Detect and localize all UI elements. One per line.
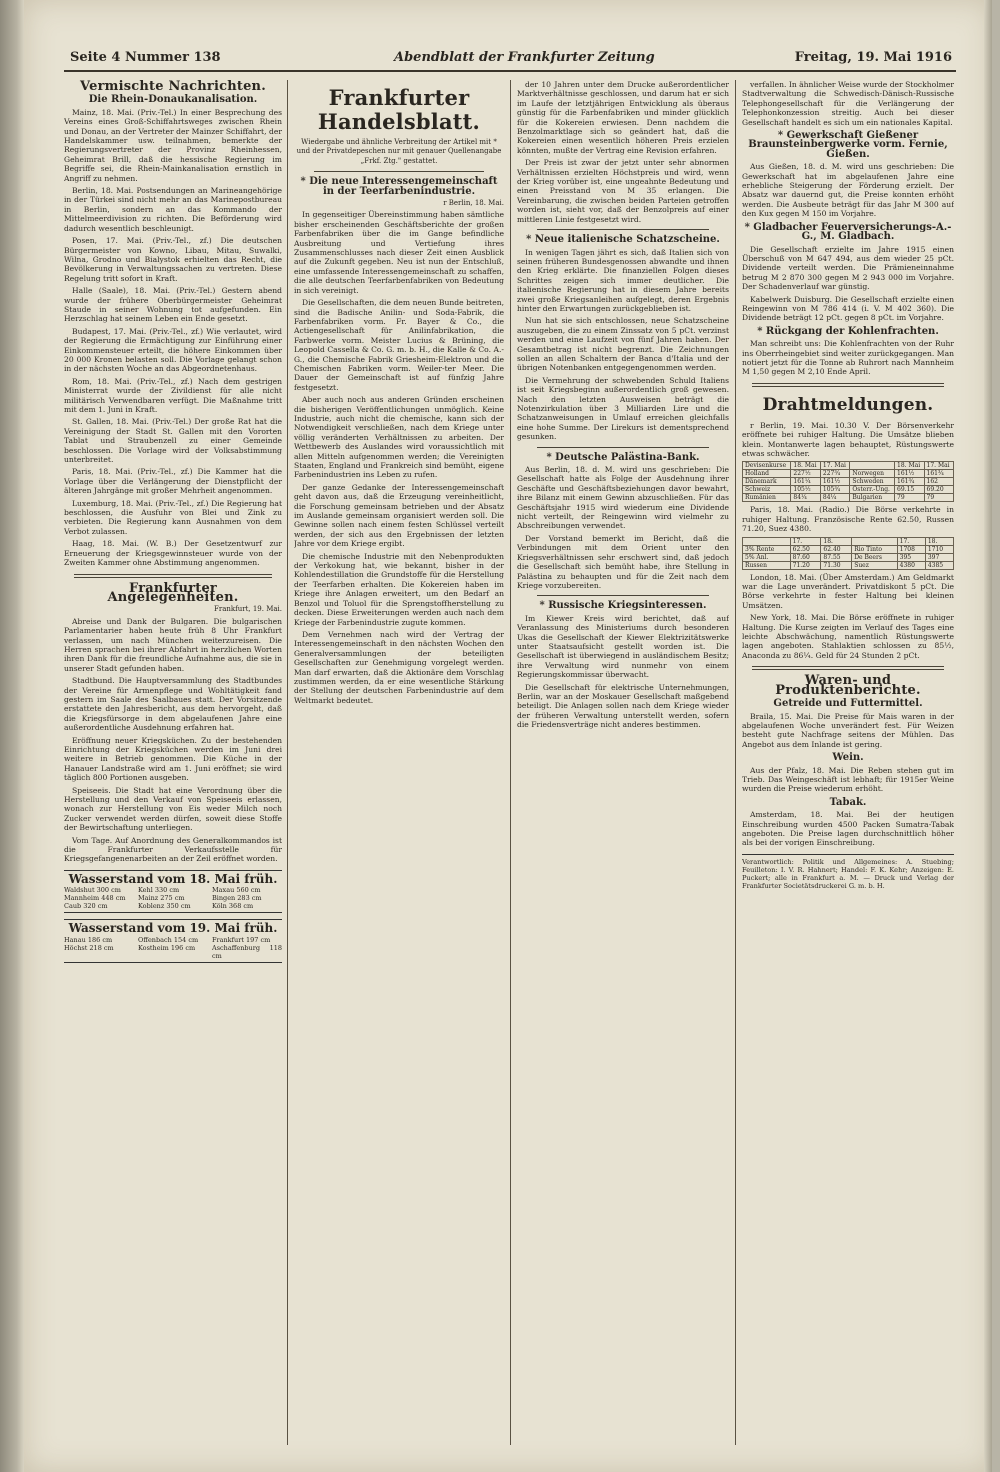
table-cell: 227½ [791,470,820,478]
article-heading: Getreide und Futtermittel. [773,698,923,710]
table-cell: 395 [897,553,925,561]
water-level-item: Offenbach 154 cm [138,935,199,944]
table-cell: 71.30 [821,561,852,569]
page-number: Seite 4 Nummer 138 [70,50,221,65]
table-cell: Dänemark [743,478,791,486]
table-row [743,545,954,553]
column-3 [517,80,729,1450]
paragraph: Speiseeis. Die Stadt hat eine Verordnung über die Herstellung und den Verkauf von Speiseeis erlassen, wonach zur Herstellung von Eis weder Milch noch Zucker verwendet werden dürfen, soweit diese Stoffe der Bewirtschaftung unterliegen. [64,785,282,833]
table-row [743,486,954,494]
water-level-item: Kehl 330 cm [138,886,180,895]
column-rule [510,80,511,1445]
table-cell: 17. Mai [924,462,954,470]
table-row [743,470,954,478]
paragraph: Vom Tage. Auf Anordnung des Generalkommandos ist die Frankfurter Verkaufsstelle für Kriegsgefangenenarbeiten an der Zeil eröffnet worden. [64,835,282,864]
water-level-title: Wasserstand vom 18. Mai früh. [68,871,278,886]
exchange-rate-table [742,461,954,502]
divider [537,229,709,230]
water-level-item: Mannheim 448 cm [64,894,126,903]
water-level-item: Mainz 275 cm [138,894,185,903]
paragraph: Aber auch noch aus anderen Gründen erscheinen die bisherigen Veröffentlichungen unmöglich. Keine Industrie, auch nicht die chemische, kann sich der Notwendigkeit verschließen, nach dem Kriege unter völlig veränderten Verhältnissen zu arbeiten. Der Wettbewerb des Auslandes wird voraussichtlich mit allen Mitteln aufgenommen werden; die Vereinigten Staaten, England und Frankreich sind bemüht, eigene Farbenindustrien ins Leben zu rufen. [294,395,504,480]
table-cell: 84¼ [791,494,820,502]
paragraph: Nun hat sie sich entschlossen, neue Schatzscheine auszugeben, die zu einem Zinssatz von 5 pCt. verzinst werden und eine Laufzeit von fünf Jahren haben. Der Gesamtbetrag ist nicht begrenzt. Die Zeichnungen sollen an allen Schaltern der Banca d'Italia und der übrigen Notenbanken entgegengenommen werden. [517,316,729,373]
table-cell: 105¾ [820,486,849,494]
table-cell: Österr.-Ung. [850,486,895,494]
article-heading: * Gewerkschaft Gießener Braunsteinbergwerke vorm. Fernie, Gießen. [748,130,948,160]
table-cell: 87.55 [821,553,852,561]
water-level-item: Maxau 560 cm [212,886,261,895]
paragraph: Mainz, 18. Mai. (Priv.-Tel.) In einer Besprechung des Vereins eines Groß-Schiffahrtsweges zwischen Rhein und Donau, an der Vertreter der Mainzer Schiffahrt, der Handelskammer usw. teilnahmen, bemerkte der Regierungsvertreter der Provinz Rheinhessen, Geheimrat Brill, daß die hessische Regierung im Begriffe sei, die Rhein-Mainkanalisation ernstlich in Angriff zu nehmen. [64,107,282,183]
paragraph: Halle (Saale), 18. Mai. (Priv.-Tel.) Gestern abend wurde der frühere Oberbürgermeister Geheimrat Staude in seiner Wohnung tot aufgefunden. Ein Herzschlag hat seinem Leben ein Ende gesetzt. [64,286,282,324]
table-cell: 397 [925,553,953,561]
article-heading: Die Rhein-Donaukanalisation. [88,94,258,106]
water-level-table [64,936,282,960]
divider [752,666,944,670]
table-row [743,494,954,502]
column-2 [294,80,504,1450]
water-level-item: Koblenz 350 cm [138,902,191,911]
table-cell: Schweden [850,478,895,486]
paragraph: Braila, 15. Mai. Die Preise für Mais waren in der abgelaufenen Woche unverändert fest. Für Weizen besteht gute Nachfrage seitens der Mühlen. Das Angebot aus dem Inlande ist gering. [742,711,954,749]
table-cell: 69.20 [924,486,954,494]
paragraph: London, 18. Mai. (Über Amsterdam.) Am Geldmarkt war die Lage unverändert. Privatdiskont 5 pCt. Die Börse verkehrte in fester Haltung bei kleinen Umsätzen. [742,572,954,610]
divider [537,447,709,448]
divider [74,574,272,578]
table-cell: 4385 [925,561,953,569]
paragraph: Im Kiewer Kreis wird berichtet, daß auf Veranlassung des Ministeriums durch besonderen Ukas die Gesellschaft der Kiewer Elektrizitätswerke unter Staatsaufsicht gestellt worden ist. Die Gesellschaft ist überwiegend in ausländischem Besitz; ihre Verwaltung wird nunmehr von einem Regierungskommissar überwacht. [517,613,729,680]
water-level-item: Hanau 186 cm [64,935,113,944]
paragraph: Paris, 18. Mai. (Radio.) Die Börse verkehrte in ruhiger Haltung. Französische Rente 62.50, Russen 71.20, Suez 4380. [742,505,954,534]
table-cell: Rio Tinto [852,545,897,553]
table-cell: 71.20 [790,561,821,569]
water-level-table [64,886,282,910]
paragraph: Stadtbund. Die Hauptversammlung des Stadtbundes der Vereine für Armenpflege und Wohltätigkeit fand gestern im Saale des Saalbaues statt. Der Vorsitzende erstattete den Jahresbericht, aus dem hervorgeht, daß die Kriegsfürsorge in dem abgelaufenen Jahre eine außerordentliche Ausdehnung erfahren hat. [64,676,282,733]
table-cell: Bulgarien [850,494,895,502]
water-level-item: Bingen 283 cm [212,894,262,903]
table-cell: 5% Anl. [743,553,791,561]
table-cell: 79 [924,494,954,502]
paragraph: Amsterdam, 18. Mai. Bei der heutigen Einschreibung wurden 4500 Packen Sumatra-Tabak angeboten. Die Preise lagen durchschnittlich höher als bei der vorigen Einschreibung. [742,810,954,848]
paragraph: Die chemische Industrie mit den Nebenprodukten der Verkokung hat, wie bekannt, bisher in der Kohlendestillation die Grundstoffe für die Herstellung der Teerfarben erhalten. Die Kokereien haben im Kriege ihre Anlagen erweitert, um den Bedarf an Benzol und Toluol für die Sprengstoffherstellung zu decken. Diese Erweiterungen werden auch nach dem Kriege der Farbenindustrie zugute kommen. [294,551,504,627]
table-cell: Norwegen [850,470,895,478]
issue-date: Freitag, 19. Mai 1916 [794,50,952,65]
column-4 [742,80,954,1450]
paragraph: Der Vorstand bemerkt im Bericht, daß die Verbindungen mit dem Orient unter den Kriegsverhältnissen sehr erschwert sind, daß jedoch die Gesellschaft sich bemüht habe, ihre Stellung in Palästina zu behaupten und für die Zeit nach dem Kriege vorzubereiten. [517,533,729,590]
table-row [743,462,954,470]
paragraph: Der Preis ist zwar der jetzt unter sehr abnormen Verhältnissen erzielten Höchstpreis und wird, wenn der Krieg vorüber ist, eine ungeahnte Bedeutung und einen Preisstand von M 35 erlangen. Die Vereinbarung, die zwischen beiden Parteien getroffen worden ist, sieht vor, daß der Benzolpreis auf einer mittleren Linie festgesetzt wird. [517,158,729,224]
table-cell: 62.40 [821,545,852,553]
paragraph: Die Vermehrung der schwebenden Schuld Italiens ist seit Kriegsbeginn außerordentlich groß gewesen. Nach den letzten Ausweisen beträgt die Notenzirkulation über 3 Milliarden Lire und die Schatzanweisungen in Umlauf erreichen gleichfalls eine hohe Summe. Der Lirekurs ist dementsprechend gesunken. [517,375,729,442]
article-heading: * Deutsche Palästina-Bank. [546,451,700,463]
paragraph: Dem Vernehmen nach wird der Vertrag der Interessengemeinschaft in den nächsten Wochen den Generalversammlungen der beteiligten Gesellschaften zur Genehmigung vorgelegt werden. Man darf erwarten, daß die Aktionäre dem Vorschlag zustimmen werden, da er eine wesentliche Stärkung der Stellung der deutschen Farbenindustrie auf dem Weltmarkt bedeutet. [294,629,504,705]
table-cell: 18. [925,537,953,545]
paragraph: Aus Berlin, 18. d. M. wird uns geschrieben: Die Gesellschaft hatte als Folge der Ausdehnung ihrer Geschäfte und Geschäftsbeziehungen davor bewahrt, ihre Bilanz mit einem Gewinn abzuschließen. Für das Geschäftsjahr 1915 wird wiederum eine Dividende nicht verteilt, der Reingewinn wird vielmehr zu Abschreibungen verwendet. [517,465,729,531]
table-cell: Russen [743,561,791,569]
water-level-item: Caub 320 cm [64,902,108,911]
paragraph: Kabelwerk Duisburg. Die Gesellschaft erzielte einen Reingewinn von M 786 414 (i. V. M 402 360). Die Dividende beträgt 12 pCt. gegen 8 pCt. im Vorjahre. [742,294,954,323]
article-heading: * Gladbacher Feuerversicherungs-A.-G., M. Gladbach. [744,221,952,243]
paragraph: Eröffnung neuer Kriegsküchen. Zu der bestehenden Einrichtung der Kriegsküchen werden im Juni drei weitere in Betrieb genommen. Die Küche in der Hanauer Landstraße wird am 1. Juni eröffnet; sie wird täglich 800 Portionen ausgeben. [64,735,282,783]
paragraph: Berlin, 18. Mai. Postsendungen an Marineangehörige in der Türkei sind nicht mehr an das Marinepostbureau in Berlin, sondern an das Kommando der Mittelmeerdivision zu richten. Die Beförderung wird dadurch wesentlich beschleunigt. [64,186,282,233]
table-cell: 1708 [897,545,925,553]
table-cell: 62.50 [790,545,821,553]
table-row [743,553,954,561]
paragraph: Abreise und Dank der Bulgaren. Die bulgarischen Parlamentarier haben heute früh 8 Uhr Frankfurt verlassen, um nach München weiterzureisen. Die Herren sprachen bei ihrer Abfahrt in herzlichen Worten ihren Dank für die freundliche Aufnahme aus, die sie in unserer Stadt gefunden haben. [64,616,282,673]
newspaper-page [24,0,992,1472]
paragraph: Die Gesellschaften, die dem neuen Bunde beitreten, sind die Badische Anilin- und Soda-Fabrik, die Farbenfabriken vorm. Fr. Bayer & Co., die Actiengesellschaft für Anilinfabrikation, die Farbwerke vorm. Meister Lucius & Brüning, die Leopold Cassella & Co. G. m. b. H., die Kalle & Co. A.-G., die Chemische Fabrik Griesheim-Elektron und die Chemischen Fabriken vorm. Weiler-ter Meer. Die Dauer der Gemeinschaft ist auf fünfzig Jahre festgesetzt. [294,298,504,392]
paragraph: Rom, 18. Mai. (Priv.-Tel., zf.) Nach dem gestrigen Ministerrat wurde der Zivildienst für alle nicht militärisch Verwendbaren verfügt. Die Maßnahme tritt mit dem 1. Juni in Kraft. [64,376,282,414]
dateline: Frankfurt, 19. Mai. [214,605,282,614]
section-heading-waren: Waren- und Produktenberichte. [775,673,921,698]
table-cell: 3% Rente [743,545,791,553]
paragraph: Aus der Pfalz, 18. Mai. Die Reben stehen gut im Trieb. Das Weingeschäft ist lebhaft; für 1915er Weine wurden die Preise wiederum erhöht. [742,765,954,794]
paragraph: Aus Gießen, 18. d. M. wird uns geschrieben: Die Gewerkschaft hat im abgelaufenen Jahre eine erhebliche Steigerung der Förderung erzielt. Der Absatz war dauernd gut, die Preise konnten erhöht werden. Die Ausbeute beträgt für das Jahr M 300 auf den Kux gegen M 150 im Vorjahre. [742,162,954,219]
table-row [743,537,954,545]
paris-quotes-table [742,537,954,570]
reprint-notice: Wiedergabe und ähnliche Verbreitung der Artikel mit * und der Privatdepeschen nur mit genauer Quellenangabe „Frkf. Ztg." gestattet. [296,138,502,165]
table-cell: 17. [790,537,821,545]
dateline: r Berlin, 18. Mai. [443,199,504,208]
masthead [64,48,956,72]
paragraph: Man schreibt uns: Die Kohlenfrachten von der Ruhr ins Oberrheingebiet sind weiter zurückgegangen. Man notiert jetzt für die Tonne ab Ruhrort nach Mannheim M 1,50 gegen M 2,10 Ende April. [742,339,954,377]
table-cell: 162 [924,478,954,486]
paragraph: verfallen. In ähnlicher Weise wurde der Stockholmer Stadtverwaltung die Schwedisch-Dänisch-Russische Telephongesellschaft für die Verlängerung der Telephonkonzession streitig. Auch bei dieser Gesellschaft handelt es sich um ein nationales Kapital. [742,80,954,127]
table-cell: 17. Mai [820,462,849,470]
section-heading-handelsblatt: Frankfurter Handelsblatt. [317,85,481,134]
table-cell: 161½ [820,478,849,486]
paragraph: Budapest, 17. Mai. (Priv.-Tel., zf.) Wie verlautet, wird der Regierung die Ermächtigung zur Einführung einer Einkommensteuer erteilt, die höhere Einkommen über 20 000 Kronen belasten soll. Die Vorlage gelangt schon in der nächsten Woche an das Abgeordnetenhaus. [64,326,282,374]
paragraph: St. Gallen, 18. Mai. (Priv.-Tel.) Der große Rat hat die Vereinigung der Stadt St. Gallen mit den Vororten Tablat und Straubenzell zu einer Gemeinde beschlossen. Die Vorlage wird der Volksabstimmung unterbreitet. [64,417,282,465]
table-cell: Rumänien [743,494,791,502]
divider [314,171,484,172]
paragraph: Luxemburg, 18. Mai. (Priv.-Tel., zf.) Die Regierung hat beschlossen, die Ausfuhr von Blei und Zink zu verbieten. Die Regierung kann Ausnahmen von dem Verbot zulassen. [64,498,282,536]
divider [537,595,709,596]
column-rule [735,80,736,1445]
table-cell: De Beers [852,553,897,561]
water-level-item: Köln 368 cm [212,902,254,911]
section-heading-vermischte: Vermischte Nachrichten. [80,80,266,94]
table-cell: Suez [852,561,897,569]
paragraph: Paris, 18. Mai. (Priv.-Tel., zf.) Die Kammer hat die Vorlage über die Verlängerung der Dienstpflicht der älteren Jahrgänge mit großer Mehrheit angenommen. [64,467,282,496]
table-cell: Devisenkurse [743,462,791,470]
section-heading-drahtmeldungen: Drahtmeldungen. [762,394,934,415]
table-cell [850,462,895,470]
section-heading-frankfurter: Frankfurter Angelegenheiten. [107,580,239,605]
table-cell: 18. Mai [895,462,924,470]
page-edge [984,0,992,1472]
book-binding [0,0,24,1472]
table-cell: 161¾ [924,470,954,478]
table-cell: 1710 [925,545,953,553]
table-cell: 87.60 [790,553,821,561]
water-level-box-1 [64,870,282,913]
table-row [743,478,954,486]
newspaper-title: Abendblatt der Frankfurter Zeitung [394,50,655,65]
table-cell [852,537,897,545]
table-cell: 18. [821,537,852,545]
paragraph: In gegenseitiger Übereinstimmung haben sämtliche bisher erscheinenden Geschäftsberichte der großen Farbenfabriken über die im Gange befindliche Ausbreitung und Vertiefung ihres Zusammenschlusses nach dieser Zeit einen Ausblick auf die Zukunft gegeben. Neu ist nun der Entschluß, eine umfassende Interessengemeinschaft zu schaffen, die alle deutschen Teerfarbenfabriken von Bedeutung in sich vereinigt. [294,210,504,295]
paragraph: r Berlin, 19. Mai. 10.30 V. Der Börsenverkehr eröffnete bei ruhiger Haltung. Die Umsätze blieben klein. Montanwerte lagen behauptet, Rüstungswerte etwas schwächer. [742,420,954,458]
table-cell: Schweiz [743,486,791,494]
table-cell: 161¾ [895,478,924,486]
imprint: Verantwortlich: Politik und Allgemeines: A. Stuebing; Feuilleton: I. V. R. Hahnert; Handel: F. K. Kehr; Anzeigen: E. Puckert; alle in Frankfurt a. M. — Druck und Verlag der Frankfurter Societätsdruckerei G. m. b. H. [742,854,954,890]
table-cell: 79 [895,494,924,502]
table-cell: 105½ [791,486,820,494]
table-cell: 17. [897,537,925,545]
water-level-title: Wasserstand vom 19. Mai früh. [68,921,278,936]
table-cell: 4380 [897,561,925,569]
column-1 [64,80,282,1450]
paragraph: Die Gesellschaft für elektrische Unternehmungen, Berlin, war an der Moskauer Gesellschaft maßgebend beteiligt. Die Anlagen sollen nach dem Kriege wieder der früheren Verwaltung unterstellt werden, sofern die Friedensverträge nicht anderes bestimmen. [517,682,729,730]
paragraph: Die Gesellschaft erzielte im Jahre 1915 einen Überschuß von M 647 494, aus dem wieder 25 pCt. Dividende verteilt werden. Die Prämieneinnahme betrug M 2 870 300 gegen M 2 943 000 im Vorjahre. Der Schadenverlauf war günstig. [742,244,954,292]
table-cell: 18. Mai [791,462,820,470]
table-cell [743,537,791,545]
table-row [743,561,954,569]
article-heading: Wein. [832,752,864,764]
table-cell: 161½ [895,470,924,478]
paragraph: New York, 18. Mai. Die Börse eröffnete in ruhiger Haltung. Die Kurse zeigten im Verlauf des Tages eine leichte Abschwächung, namentlich Rüstungswerte lagen angeboten. Stahlaktien schlossen zu 85½, Anaconda zu 86¼. Geld für 24 Stunden 2 pCt. [742,613,954,660]
table-cell: 84¼ [820,494,849,502]
water-level-item: Kostheim 196 cm [138,943,196,952]
water-level-item: Waldshut 300 cm [64,886,121,895]
table-cell: 161¼ [791,478,820,486]
water-level-box-2 [64,919,282,962]
article-heading: Tabak. [829,796,867,808]
paragraph: Haag, 18. Mai. (W. B.) Der Gesetzentwurf zur Erneuerung der Kriegsgewinnsteuer wurde von der Zweiten Kammer ohne Abstimmung angenommen. [64,539,282,568]
water-level-item: Frankfurt 197 cm [212,935,271,944]
water-level-item: Höchst 218 cm [64,943,114,952]
article-heading: * Neue italienische Schatzscheine. [526,234,720,246]
table-cell: Holland [743,470,791,478]
divider [752,383,944,387]
paragraph: Posen, 17. Mai. (Priv.-Tel., zf.) Die deutschen Bürgermeister von Kowno, Libau, Mitau, Suwalki, Wilna, Grodno und Bialystok erhielten das Recht, die Bevölkerung in Verwaltungssachen zu vertreten. Diese Regelung tritt sofort in Kraft. [64,236,282,283]
paragraph: In wenigen Tagen jährt es sich, daß Italien sich von seinen früheren Bundesgenossen abwandte und ihnen den Krieg erklärte. Die finanziellen Folgen dieses Schrittes zeigen sich immer deutlicher. Die italienische Regierung hat in diesem Jahre bereits zwei große Kriegsanleihen aufgelegt, deren Ergebnis hinter den Erwartungen zurückgeblieben ist. [517,247,729,313]
table-cell: 227¾ [820,470,849,478]
article-heading: * Die neue Interessengemeinschaft in der Teerfarbenindustrie. [300,176,498,197]
water-level-item: Aschaffenburg 118 cm [212,943,282,960]
article-heading: * Rückgang der Kohlenfrachten. [757,325,939,337]
table-cell: 69.15 [895,486,924,494]
column-rule [287,80,288,1445]
paragraph: der 10 Jahren unter dem Drucke außerordentlicher Marktverhältnisse geschlossen, und darum hat er sich im Laufe der letztjährigen Entwicklung als überaus günstig für die Farbenfabriken und minder glücklich für die Kokereien erwiesen. Denn nachdem die Benzolmarktlage sich so geändert hat, daß die Kokereien einen wesentlich höheren Preis erzielen könnten, mußte der Vertrag eine Revision erfahren. [517,80,729,155]
paragraph: Der ganze Gedanke der Interessengemeinschaft geht davon aus, daß die Erzeugung vereinheitlicht, die Forschung gemeinsam betrieben und der Absatz im Auslande gemeinsam organisiert werden soll. Die Gewinne sollen nach einem festen Schlüssel verteilt werden, der sich aus den Ergebnissen der letzten Jahre vor dem Kriege ergibt. [294,482,504,549]
article-heading: * Russische Kriegsinteressen. [539,600,707,612]
